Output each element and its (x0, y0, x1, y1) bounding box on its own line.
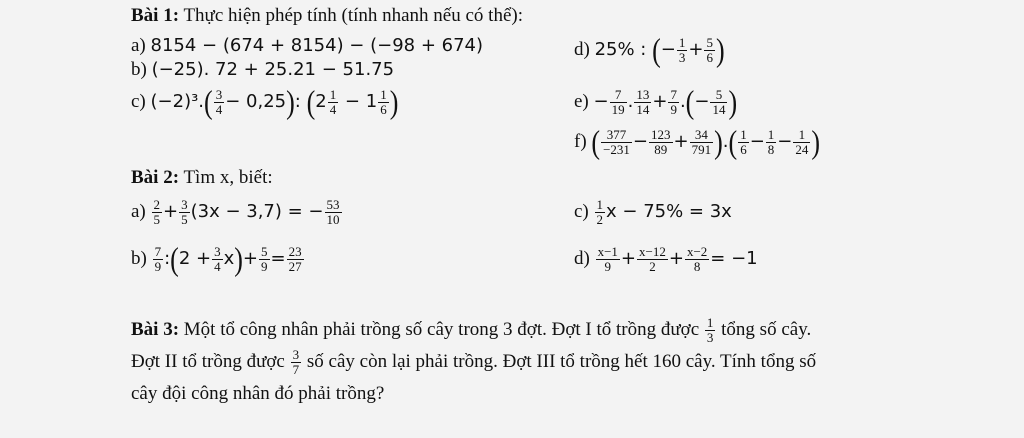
numerator: 3 (181, 197, 188, 212)
problem-1f (574, 124, 821, 161)
problem-2d (574, 245, 758, 275)
denominator: −231 (603, 142, 630, 158)
exercise-1-heading (131, 6, 523, 25)
denominator: 9 (154, 259, 162, 275)
paren: ( (728, 124, 738, 161)
fraction (649, 128, 673, 158)
fraction (690, 128, 714, 158)
expression: − (660, 39, 676, 61)
numerator: 34 (690, 128, 714, 143)
problem-2c (574, 198, 732, 228)
denominator: 6 (380, 102, 387, 118)
expression: − 0,25 (225, 91, 287, 113)
problem-label: c) (131, 91, 146, 113)
paragraph-text: cây đội công nhân đó phải trồng? (131, 383, 385, 404)
fraction (595, 198, 606, 228)
denominator: 10 (326, 212, 340, 228)
expression: − (777, 131, 793, 153)
expression: x (223, 248, 235, 270)
problem-label: a) (131, 201, 146, 223)
problem-label: d) (574, 248, 590, 270)
denominator: 4 (214, 259, 221, 275)
expression: x − 75% = 3x (606, 201, 732, 223)
numerator: 123 (651, 127, 671, 142)
denominator: 791 (691, 142, 712, 158)
paragraph-text: Đợt II tổ trồng được (131, 351, 285, 372)
denominator: 3 (706, 330, 714, 346)
denominator: 3 (678, 50, 686, 66)
expression: 2 + (178, 248, 212, 270)
fraction (685, 245, 709, 275)
problem-1b (131, 60, 394, 79)
denominator: 27 (288, 259, 302, 275)
denominator: 9 (604, 259, 611, 275)
denominator: 5 (181, 212, 188, 228)
fraction (291, 348, 302, 378)
fraction (793, 128, 810, 158)
paren: ( (204, 84, 213, 121)
paren: ( (170, 241, 179, 278)
paren: ) (811, 124, 821, 161)
fraction (710, 88, 727, 118)
paren: ( (652, 32, 661, 69)
problem-1c (131, 84, 399, 121)
expression: + (242, 248, 259, 270)
fraction (704, 36, 715, 66)
expression: − 1 (339, 91, 378, 113)
paren: ) (234, 241, 243, 278)
expression: : (164, 248, 171, 270)
expression: = (270, 248, 286, 270)
denominator: 5 (153, 212, 161, 228)
problem-label: a) (131, 35, 146, 56)
paren: ( (685, 84, 695, 121)
problem-1e (574, 84, 738, 121)
problem-label: e) (574, 91, 589, 113)
numerator: 3 (292, 346, 300, 362)
denominator: 4 (215, 102, 223, 118)
expression: − (593, 91, 609, 113)
expression: . (627, 91, 634, 113)
fraction (705, 316, 716, 346)
problem-label: d) (574, 39, 590, 61)
exercise-3-paragraph (131, 314, 991, 410)
paren: ) (389, 84, 399, 121)
paren: ) (715, 32, 725, 69)
fraction (212, 245, 223, 275)
fraction (179, 198, 190, 228)
fraction (634, 88, 651, 118)
fraction (601, 128, 632, 158)
problem-1d (574, 32, 725, 69)
denominator: 9 (670, 102, 677, 118)
fraction (637, 245, 668, 275)
fraction (328, 88, 339, 118)
expression: + (163, 201, 179, 223)
fraction (214, 88, 225, 118)
problem-2b (131, 241, 305, 278)
numerator: 53 (326, 197, 340, 212)
exercise-1-title: Bài 1: (131, 5, 180, 26)
paren: ) (714, 124, 723, 161)
fraction (153, 245, 164, 275)
numerator: 3 (215, 87, 223, 102)
denominator: 89 (654, 142, 668, 158)
fraction (738, 128, 749, 158)
denominator: 14 (636, 102, 650, 118)
expression: . (679, 91, 686, 113)
fraction (152, 198, 163, 228)
paren: ( (591, 124, 601, 161)
expression: − (632, 131, 649, 153)
fraction (287, 245, 304, 275)
expression: + (620, 248, 637, 270)
numerator: 1 (596, 197, 604, 212)
numerator: 23 (288, 244, 302, 259)
fraction (259, 245, 270, 275)
numerator: 1 (706, 314, 714, 330)
exercise-1-instruction: Thực hiện phép tính (tính nhanh nếu có thể): (183, 5, 523, 26)
fraction (596, 245, 620, 275)
numerator: 1 (380, 87, 387, 102)
fraction (378, 88, 389, 118)
problem-label: f) (574, 131, 587, 153)
exercise-2-heading (131, 168, 273, 187)
numerator: 2 (153, 197, 161, 212)
problem-label: b) (131, 248, 147, 270)
paren: ( (306, 84, 316, 121)
numerator: 5 (261, 244, 268, 259)
paren: ) (286, 84, 295, 121)
denominator: 7 (292, 362, 300, 378)
numerator: 13 (636, 87, 650, 102)
expression: (−25). 72 + 25.21 − 51.75 (151, 59, 395, 80)
numerator: 7 (670, 87, 677, 102)
expression: − (749, 131, 765, 153)
denominator: 8 (767, 142, 775, 158)
denominator: 24 (795, 142, 809, 158)
denominator: 9 (261, 259, 268, 275)
fraction (610, 88, 627, 118)
denominator: 2 (649, 259, 656, 275)
expression: + (688, 39, 704, 61)
expression: : (294, 91, 307, 113)
numerator: 7 (610, 88, 627, 103)
fraction (668, 88, 679, 118)
problem-label: b) (131, 59, 147, 80)
numerator: x−1 (597, 244, 618, 259)
numerator: 1 (767, 127, 775, 142)
numerator: 1 (740, 127, 747, 142)
denominator: 14 (712, 102, 726, 118)
paragraph-text: tổng số cây. (721, 319, 812, 340)
numerator: 377 (601, 128, 632, 143)
numerator: 5 (706, 35, 713, 50)
paragraph-text: số cây còn lại phải trồng. Đợt III tổ trồng hết 160 cây. Tính tổng số (306, 351, 817, 372)
denominator: 6 (706, 50, 713, 66)
denominator: 8 (693, 259, 701, 275)
numerator: 7 (154, 244, 162, 259)
denominator: 2 (596, 212, 604, 228)
fraction (677, 36, 688, 66)
numerator: 1 (793, 128, 810, 143)
exercise-3-title: Bài 3: (131, 319, 180, 340)
paren: ) (728, 84, 738, 121)
expression: + (668, 248, 684, 270)
expression: + (652, 91, 668, 113)
problem-1a (131, 36, 483, 55)
expression: 2 (315, 91, 327, 113)
expression: = −1 (710, 248, 758, 270)
numerator: x−12 (639, 244, 666, 259)
expression: 8154 − (674 + 8154) − (−98 + 674) (150, 35, 484, 56)
expression: . (722, 131, 729, 153)
denominator: 6 (740, 142, 747, 158)
paragraph-text: Một tổ công nhân phải trồng số cây trong 3 đợt. Đợt I tổ trồng được (183, 319, 700, 340)
numerator: x−2 (686, 244, 708, 259)
problem-label: c) (574, 201, 589, 223)
exercise-2-title: Bài 2: (131, 167, 180, 188)
expression: 25% : (594, 39, 653, 61)
denominator: 4 (329, 102, 337, 118)
numerator: 1 (329, 87, 337, 102)
expression: + (673, 131, 689, 153)
problem-2a (131, 198, 343, 228)
exercise-2-instruction: Tìm x, biết: (183, 167, 273, 188)
denominator: 19 (611, 102, 625, 118)
expression: − (694, 91, 710, 113)
numerator: 5 (710, 88, 727, 103)
expression: (3x − 3,7) = − (190, 201, 324, 223)
expression: (−2)³. (150, 91, 205, 113)
numerator: 1 (678, 35, 686, 50)
fraction (325, 198, 342, 228)
fraction (766, 128, 777, 158)
numerator: 3 (214, 244, 221, 259)
